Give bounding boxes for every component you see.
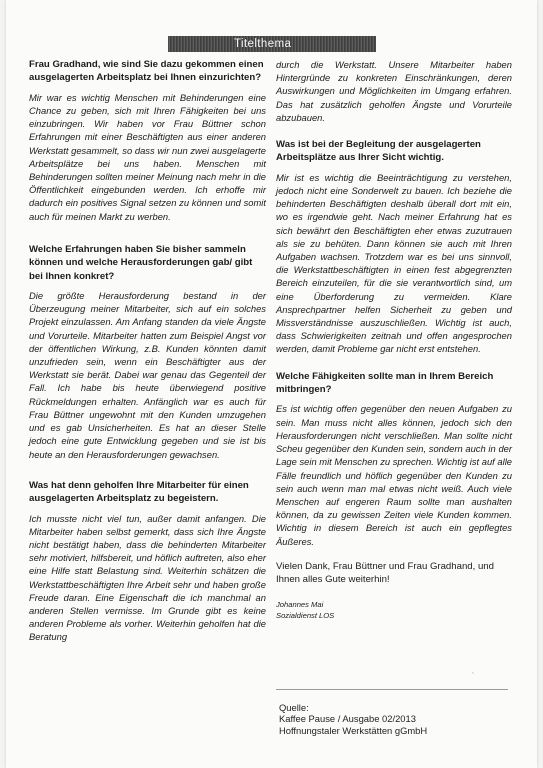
question-1: Frau Gradhand, wie sind Sie dazu gekommen einen ausgelagerten Arbeitsplatz bei Ihnen einzurichten?	[29, 59, 264, 84]
section-header-band	[168, 36, 376, 52]
question-5: Welche Fähigkeiten sollte man in Ihrem Bereich mitbringen?	[276, 370, 494, 396]
source-block	[279, 702, 499, 736]
question-4: Was ist bei der Begleitung der ausgelagerten Arbeitsplätze aus Ihrer Sicht wichtig.	[276, 139, 481, 164]
question-2: Welche Erfahrungen haben Sie bisher sammeln können und welche Herausforderungen gab/ gibt bei Ihnen konkret?	[29, 243, 253, 282]
answer-2: Die größte Herausforderung bestand in der Überzeugung meiner Mitarbeiter, sich auf ein solches Projekt einzulassen. Am Anfang standen da viele Ängste und Vorurteile. Mitarbeiter hatten zum Beispiel Angst vor der öffentlichen Wirkung, z.B. Kunden könnten damit unzufrieden sein, wenn ein Beschäftigter aus der Werkstatt sie berät. Dabei war genau das Gegenteil der Fall. Ich habe bis heute überwiegend positive Rückmeldungen erhalten. Anfänglich war es auch für Frau Büttner ungewohnt mit den Kunden umzugehen und es gab Unsicherheiten. Es hat an dieser Stelle jedoch eine gute Entwicklung gegeben und sie ist bis heute an den Herausforderungen gewachsen.	[29, 290, 266, 460]
scan-speck: `	[472, 673, 475, 680]
answer-3: Ich musste nicht viel tun, außer damit anfangen. Die Mitarbeiter haben selbst gemerkt, dass sich Ihre Ängste nicht bestätigt haben, dass die behinderten Mitarbeiter sehr motiviert, hilfsbereit, und höflich auftreten, also eher eine Hilfe statt Belastung sind. Weiterhin schätzen die Werkstattbeschäftigten Ihre Arbeit sehr und haben große Freude daran. Eine Eigenschaft die ich manchmal an anderen Stellen vermisse. Im Grunde gibt es keine anderen Probleme als vorher. Weiterhin geholfen hat die Beratung	[29, 512, 266, 643]
left-column	[29, 58, 266, 644]
question-3: Was hat denn geholfen Ihre Mitarbeiter für einen ausgelagerten Arbeitsplatz zu begeistern.	[29, 479, 249, 505]
source-label: Quelle:	[279, 702, 309, 713]
closing-thanks: Vielen Dank, Frau Büttner und Frau Gradhand, und Ihnen alles Gute weiterhin!	[276, 560, 494, 586]
right-column	[276, 58, 512, 621]
answer-3-continued: durch die Werkstatt. Unsere Mitarbeiter haben Hintergründe zu konkreten Einschränkungen, deren Auswirkungen und Möglichkeiten im Umgang erfahren. Das hat zusätzlich geholfen Ängste und Vorurteile abzubauen.	[276, 59, 512, 123]
section-title: Titelthema	[234, 38, 292, 50]
source-publisher: Hoffnungstaler Werkstätten gGmbH	[279, 724, 428, 736]
source-publication: Kaffee Pause / Ausgabe 02/2013	[279, 713, 416, 725]
source-divider	[276, 689, 508, 690]
author-name: Johannes Mai	[276, 599, 324, 609]
answer-5: Es ist wichtig offen gegenüber den neuen Aufgaben zu sein. Man muss nicht alles können, jedoch sich den Herausforderungen nicht verschließen. Man sollte nicht Scheu gegenüber den Kunden sein, sondern auch in der Lage sein mit Menschen zu sprechen. Wichtig ist auf alle Fälle freundlich und höflich gegenüber den Kunden zu sein auch wenn man mal etwas nicht weiß. Auch viele Menschen auf engeren Raum sollte man aushalten können, da zu gewissen Zeiten viele Kunden kommen. Wichtig in diesem Bereich ist auch ein gepflegtes Äußeres.	[276, 403, 512, 547]
author-department: Sozialdienst LOS	[276, 610, 335, 620]
answer-4: Mir ist es wichtig die Beeinträchtigung zu verstehen, jedoch nicht eine Sonderwelt zu bauen. Ich beziehe die behinderten Beschäftigten deshalb überall dort mit ein, wo es irgendwie geht. Nach meiner Erfahrung hat es sich bewährt den Beschäftigten eher etwas zuzutrauen als sie zu behüten. Dann können sie auch mit Ihren Aufgaben wachsen. Trotzdem war es bei uns sinnvoll, die Werkstattbeschäftigten in einen fest abgegrenzten Bereich einzuteilen, für die sie verantwortlich sind, um eine Überforderung zu vermeiden. Klare Ansprechpartner helfen Sicherheit zu geben und Missverständnisse auszuschließen. Wichtig ist auch, dass Schwierigkeiten zeitnah und offen angesprochen werden, damit Probleme gar nicht erst entstehen.	[276, 171, 512, 355]
answer-1: Mir war es wichtig Menschen mit Behinderungen eine Chance zu geben, sich mit Ihren Fähigkeiten bei uns einzubringen. Wir haben vor Frau Büttner schon Erfahrungen mit einer Beschäftigten aus einer anderen Werkstatt gesammelt, so dass wir nun zwei ausgelagerte Arbeitsplätze bei uns haben. Menschen mit Behinderungen sollten meiner Meinung nach mehr in die Öffentlichkeit eingebunden werden. Ich erhoffe mir dadurch ein positives Signal setzen zu können und somit auch für meinen Markt zu werben.	[29, 91, 266, 222]
